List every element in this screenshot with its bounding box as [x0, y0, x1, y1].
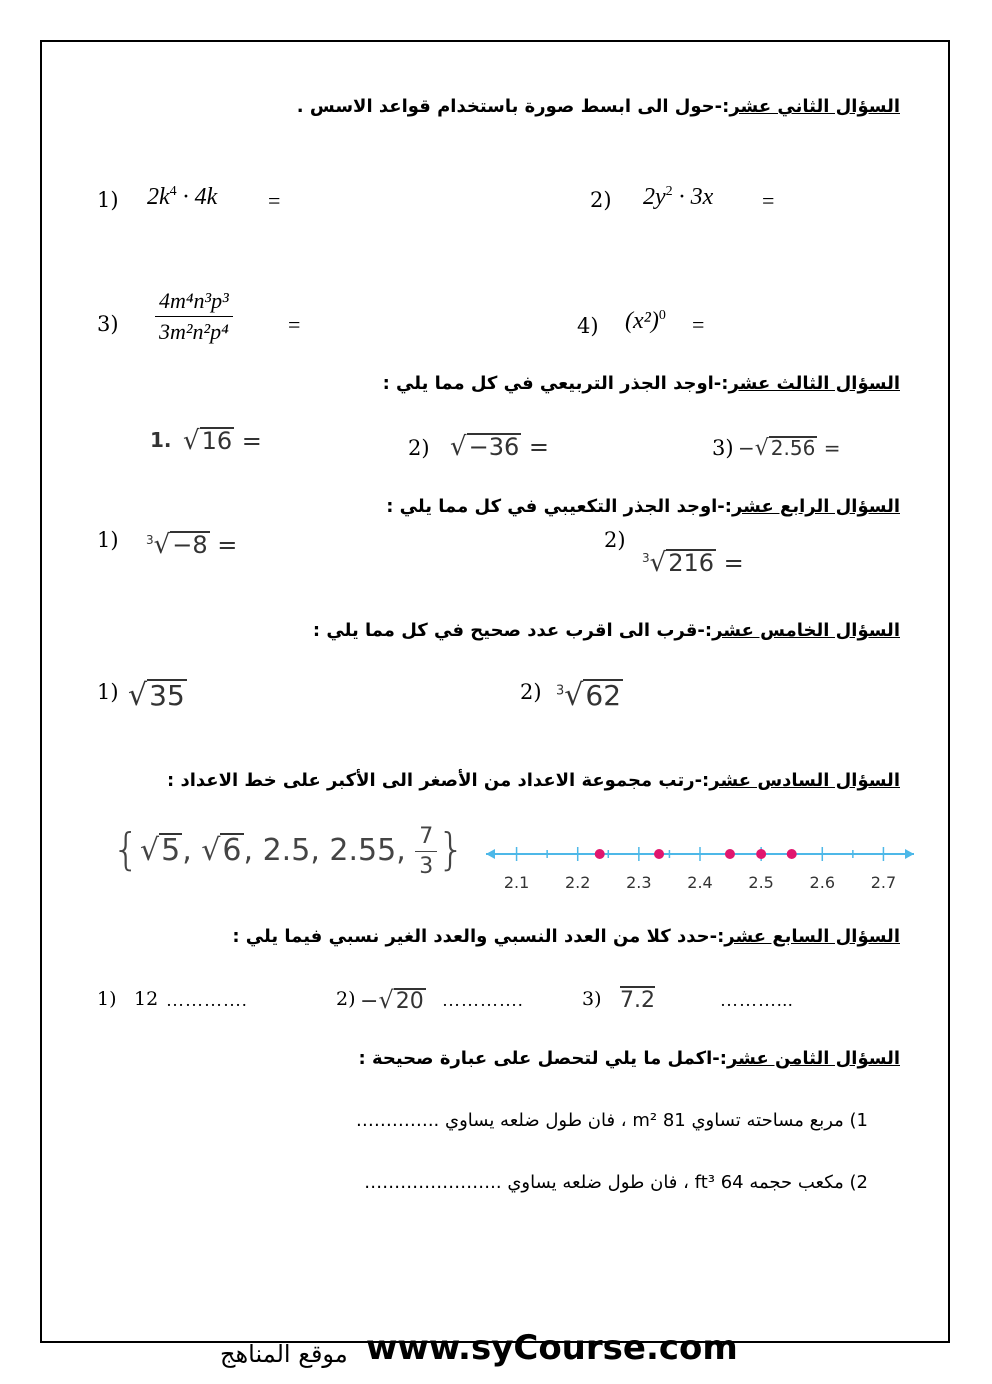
q17-item2-expr: −√20 [360, 986, 424, 1014]
q14-item2-radicand: 216 [668, 549, 715, 577]
q12-item2-equals: = [762, 188, 775, 213]
number-line-tick-label: 2.2 [564, 873, 591, 892]
number-line-point [725, 849, 735, 859]
number-line-point [595, 849, 605, 859]
q12-item2-number: 2) [590, 188, 612, 212]
q15-item1-radicand: 35 [149, 679, 185, 712]
number-line-point [756, 849, 766, 859]
q12-item2-exp: 2 [665, 184, 673, 199]
q13-item3-radicand: 2.56 [770, 436, 816, 460]
q14-heading [386, 496, 900, 517]
q12-item1-factor: · 4k [176, 184, 218, 210]
q17-item3-value: 7.2 [620, 988, 655, 1013]
q14-item1-equals: = [217, 531, 238, 559]
q17-item1-value: 12 [134, 988, 159, 1010]
q12-item3-number: 3) [97, 312, 119, 336]
q13-text: :-اوجد الجذر التربيعي في كل مما يلي : [382, 373, 729, 394]
q15-item2-radicand: 62 [585, 679, 622, 712]
q18-item1: 1) مربع مساحته تساوي 81 m² ، فان طول ضلعه يساوي ..………… [355, 1110, 868, 1131]
q13-item3-number: 3) [712, 436, 734, 460]
q15-heading [313, 620, 900, 641]
number-line-tick-label: 2.5 [748, 873, 774, 892]
q14-item1-expr: $^3$√−8 = [146, 530, 238, 560]
q13-item3-expr: −√ 2.56 = [738, 436, 841, 461]
q12-item3-fraction [155, 288, 233, 345]
q13-title: السؤال الثالث عشر [728, 373, 900, 394]
q13-item1-radicand: 16 [201, 427, 233, 455]
number-line-tick-label: 2.3 [626, 873, 652, 892]
q14-item1-radicand: −8 [172, 531, 208, 559]
q13-item1-expr: √16 = [183, 426, 262, 456]
footer-site-name: موقع المناهج [220, 1340, 348, 1368]
q14-item2-equals: = [723, 549, 744, 577]
q17-item2-number: 2) [336, 988, 356, 1010]
q16-set-radical1: 5 [161, 833, 181, 868]
q14-text: :-اوجد الجذر التكعيبي في كل مما يلي : [386, 496, 732, 517]
q12-text: :-حول الى ابسط صورة باستخدام قواعد الاسس . [296, 96, 730, 117]
number-line-left-arrow [486, 849, 495, 859]
q17-item3-number: 3) [582, 988, 602, 1010]
q12-heading [297, 96, 900, 117]
q17-heading [232, 926, 900, 947]
q13-item2-number: 2) [408, 436, 430, 460]
q12-item2-base: 2y [643, 184, 666, 210]
q16-set-fraction-denominator: 3 [419, 854, 434, 879]
q16-number-set: {√5, √6, 2.5, 2.55, $\frac{7}{3}$ } [112, 824, 466, 879]
q17-item1-answer-blank: …………. [166, 990, 248, 1010]
q12-item1-expr [147, 184, 217, 211]
q17-item1-number: 1) [97, 988, 117, 1010]
number-line-tick-label: 2.7 [870, 873, 897, 892]
q17-text: :-حدد كلا من العدد النسبي والعدد الغير نسبي فيما يلي : [232, 926, 725, 947]
q12-item3-denominator: 3m²n²p⁴ [159, 319, 229, 344]
q12-item1-equals: = [268, 188, 281, 213]
q13-item3-negative: − [738, 436, 755, 460]
q13-item2-equals: = [528, 433, 549, 461]
q12-item4-base: (x²) [625, 308, 659, 334]
q17-item2-answer-blank: …………. [442, 990, 524, 1010]
number-line [478, 830, 924, 894]
q15-text: :-قرب الى اقرب عدد صحيح في كل مما يلي : [312, 620, 713, 641]
q14-item1-index: 3 [146, 533, 154, 547]
q13-item3-equals: = [823, 436, 841, 460]
q12-item1-number: 1) [97, 188, 119, 212]
q16-set-fraction-numerator: 7 [415, 824, 437, 852]
q14-title: السؤال الرابع عشر [731, 496, 900, 517]
q18-title: السؤال الثامن عشر [726, 1048, 900, 1069]
q16-title: السؤال السادس عشر [709, 770, 900, 791]
q12-item1-base: 2k [147, 184, 170, 210]
q16-text: :-رتب مجموعة الاعداد من الأصغر الى الأكبر على خط الاعداد : [167, 770, 710, 791]
q13-item2-radicand: −36 [468, 433, 520, 461]
q13-heading [383, 373, 900, 394]
q15-item2-index: 3 [556, 683, 565, 699]
q14-item1-number: 1) [97, 528, 119, 552]
q13-item2-expr: √−36 = [450, 432, 549, 462]
q12-title: السؤال الثاني عشر [729, 96, 900, 117]
q12-item3-equals: = [288, 312, 301, 337]
q12-item3-numerator: 4m⁴n³p³ [155, 288, 233, 317]
q17-title: السؤال السابع عشر [724, 926, 900, 947]
number-line-point [787, 849, 797, 859]
q16-set-radical2: 6 [222, 833, 242, 868]
q12-item4-expr [625, 308, 666, 335]
number-line-point [654, 849, 664, 859]
q14-item2-number: 2) [604, 528, 626, 552]
q16-heading [167, 770, 900, 791]
q12-item4-equals: = [692, 312, 705, 337]
q14-item2-index: 3 [642, 551, 650, 565]
q15-title: السؤال الخامس عشر [712, 620, 900, 641]
q12-item2-expr [643, 184, 713, 211]
q16-set-value4: 2.55 [329, 833, 397, 868]
number-line-tick-label: 2.1 [503, 873, 530, 892]
q14-item2-expr: $^3$√216 = [642, 548, 744, 578]
q13-item1-number: 1. [150, 428, 172, 452]
q17-item2-negative: − [360, 989, 379, 1014]
q16-set-value3: 2.5 [262, 833, 311, 868]
q18-text: :-اكمل ما يلي لتحصل على عبارة صحيحة : [358, 1048, 727, 1069]
q15-item1-number: 1) [97, 680, 119, 704]
q17-item3-answer-blank: ………... [720, 990, 794, 1010]
footer-url: www.syCourse.com [366, 1328, 738, 1368]
number-line-right-arrow [905, 849, 914, 859]
q15-item2-number: 2) [520, 680, 542, 704]
q12-item4-number: 4) [577, 314, 599, 338]
q18-item2: 2) مكعب حجمه 64 ft³ ، فان طول ضلعه يساوي ..………………… [364, 1172, 868, 1193]
number-line-tick-label: 2.4 [687, 873, 713, 892]
q18-heading [358, 1048, 900, 1069]
q15-item1-expr: √35 [128, 678, 185, 713]
number-line-tick-label: 2.6 [809, 873, 836, 892]
q15-item2-expr: $^3$√62 [556, 678, 622, 713]
q13-item1-equals: = [241, 427, 262, 455]
q12-item1-exp: 4 [169, 184, 177, 199]
q12-item4-exp: 0 [658, 308, 666, 323]
q12-item2-factor: · 3x [672, 184, 714, 210]
q17-item2-radicand: 20 [395, 989, 424, 1014]
